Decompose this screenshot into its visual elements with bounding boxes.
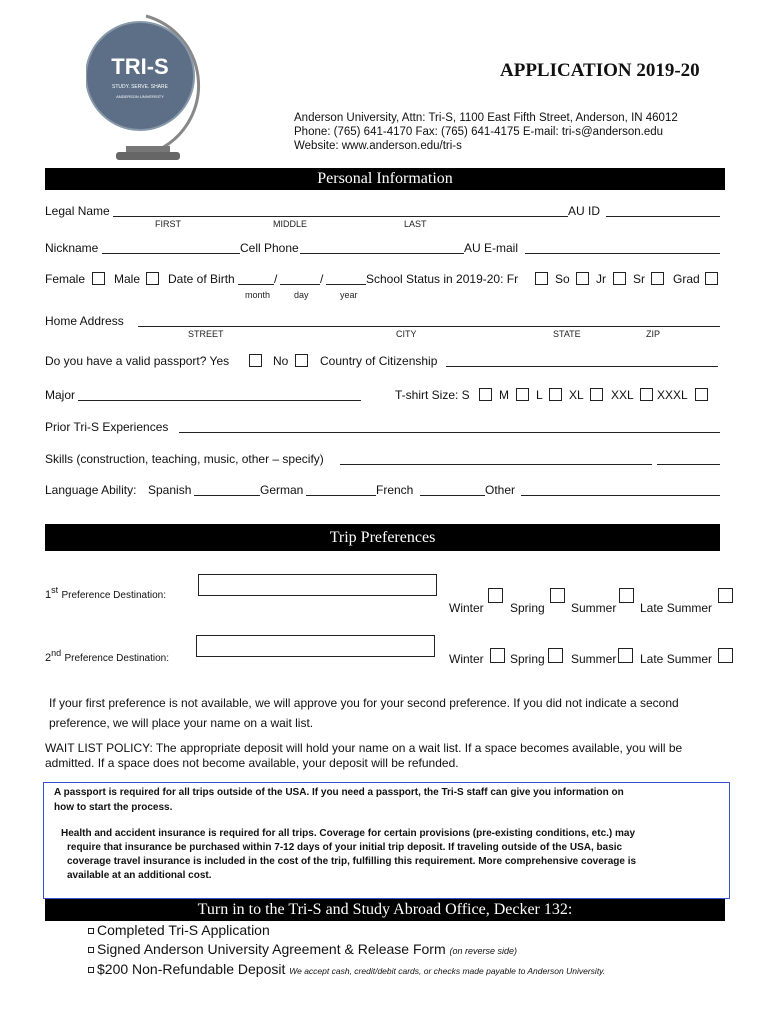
turn-in-item-1-text: Completed Tri-S Application [97,922,270,938]
spanish-label: Spanish [148,483,192,497]
female-label: Female [45,272,86,286]
zip-label: ZIP [646,329,661,339]
legal-name-field[interactable] [113,216,568,217]
citizenship-field[interactable] [446,366,718,367]
fr-checkbox[interactable] [535,272,548,285]
second-spring-checkbox[interactable] [548,648,563,663]
dob-slash-1: / [274,272,278,286]
second-summer-checkbox[interactable] [618,648,633,663]
first-pref-text: Preference Destination: [61,590,166,601]
jr-label: Jr [596,272,606,286]
grad-label: Grad [673,272,700,286]
tshirt-xl-checkbox[interactable] [590,388,603,401]
tshirt-m-label: M [499,388,509,402]
first-pref-sup: st [51,585,59,595]
page-title: APPLICATION 2019-20 [500,60,700,81]
first-pref-label [45,585,166,601]
header-address: Anderson University, Attn: Tri-S, 1100 East Fifth Street, Anderson, IN 46012 [294,112,678,124]
insurance-notice-line3: coverage travel insurance is included in the cost of the trip, fulfilling this requirement. More comprehensive coverage is [67,856,637,867]
au-email-label: AU E-mail [464,241,519,255]
turn-in-item-1 [88,922,270,938]
turn-in-title: Turn in to the Tri-S and Study Abroad Office, Decker 132: [197,901,573,918]
logo [86,12,202,162]
turn-in-item-2-text: Signed Anderson University Agreement & Release Form [97,941,446,957]
preference-info-line1: If your first preference is not available, we will approve you for your second preference. If you did not indicate a second [49,696,679,710]
year-label: year [340,290,358,300]
last-label: LAST [404,219,427,229]
nickname-label: Nickname [45,241,99,255]
first-late-summer-checkbox[interactable] [718,588,733,603]
second-pref-input[interactable] [196,635,435,657]
home-address-label: Home Address [45,314,124,328]
first-pref-num: 1 [45,589,52,601]
passport-notice-line1: A passport is required for all trips outside of the USA. If you need a passport, the Tri-S staff can give you information on [54,787,624,798]
nickname-field[interactable] [102,253,240,254]
au-id-field[interactable] [606,216,720,217]
turn-in-item-2-note: (on reverse side) [449,946,518,956]
header-phone: Phone: (765) 641-4170 Fax: (765) 641-4175 E-mail: tri-s@anderson.edu [294,126,664,138]
tshirt-label: T-shirt Size: S [395,388,470,402]
day-label: day [294,290,309,300]
skills-field-2[interactable] [657,464,720,465]
other-field[interactable] [521,495,720,496]
tshirt-xxl-label: XXL [611,388,634,402]
passport-no-label: No [273,354,289,368]
second-summer-label: Summer [571,652,617,666]
prior-label: Prior Tri-S Experiences [45,420,169,434]
citizenship-label: Country of Citizenship [320,354,438,368]
first-late-summer-label: Late Summer [640,601,713,615]
spanish-field[interactable] [194,495,260,496]
tshirt-l-checkbox[interactable] [549,388,562,401]
second-pref-num: 2 [45,652,52,664]
first-winter-label: Winter [449,601,484,615]
second-late-summer-label: Late Summer [640,652,713,666]
passport-notice-line2: how to start the process. [54,802,173,813]
passport-no-checkbox[interactable] [295,354,308,367]
passport-question: Do you have a valid passport? Yes [45,354,230,368]
preference-info-line2: preference, we will place your name on a wait list. [49,716,314,730]
logo-tagline: STUDY. SERVE. SHARE [112,84,168,90]
jr-checkbox[interactable] [613,272,626,285]
first-pref-input[interactable] [198,574,437,596]
prior-field[interactable] [179,432,720,433]
street-label: STREET [188,329,224,339]
so-checkbox[interactable] [576,272,589,285]
sr-checkbox[interactable] [651,272,664,285]
german-label: German [260,483,304,497]
checkbox-icon [88,967,94,973]
insurance-notice-line2: require that insurance be purchased within 7-12 days of your initial trip deposit. If traveling outside of the USA, basic [67,842,623,853]
cell-phone-field[interactable] [300,253,464,254]
skills-label: Skills (construction, teaching, music, other – specify) [45,452,324,466]
french-field[interactable] [420,495,485,496]
grad-checkbox[interactable] [705,272,718,285]
personal-info-header [45,168,725,190]
male-checkbox[interactable] [146,272,159,285]
turn-in-item-2 [88,941,517,957]
au-email-field[interactable] [525,253,720,254]
checkbox-icon [88,947,94,953]
sr-label: Sr [633,272,645,286]
so-label: So [555,272,570,286]
tshirt-xl-label: XL [569,388,584,402]
logo-org: ANDERSON UNIVERSITY [116,94,164,99]
insurance-notice-line4: available at an additional cost. [67,870,212,881]
tshirt-m-checkbox[interactable] [516,388,529,401]
state-label: STATE [553,329,581,339]
dob-month-field[interactable] [238,284,274,285]
wait-list-line1: WAIT LIST POLICY: The appropriate deposit will hold your name on a wait list. If a space becomes available, you will be [45,741,683,755]
male-label: Male [114,272,141,286]
second-spring-label: Spring [510,652,545,666]
trip-preferences-header [45,524,720,551]
personal-info-title: Personal Information [317,170,453,187]
home-address-field[interactable] [138,326,720,327]
german-field[interactable] [306,495,376,496]
female-checkbox[interactable] [92,272,105,285]
second-late-summer-checkbox[interactable] [718,648,733,663]
tshirt-l-label: L [536,388,543,402]
first-spring-checkbox[interactable] [550,588,565,603]
tshirt-xxl-checkbox[interactable] [640,388,653,401]
major-label: Major [45,388,76,402]
dob-label: Date of Birth [168,272,235,286]
turn-in-item-3 [88,961,605,977]
au-id-label: AU ID [568,204,601,218]
turn-in-item-3-note: We accept cash, credit/debit cards, or checks made payable to Anderson University. [289,966,606,976]
cell-phone-label: Cell Phone [240,241,299,255]
tshirt-xxxl-checkbox[interactable] [695,388,708,401]
second-winter-checkbox[interactable] [490,648,505,663]
second-pref-text: Preference Destination: [64,653,169,664]
tshirt-xxxl-label: XXXL [657,388,688,402]
school-status-label: School Status in 2019-20: Fr [366,272,519,286]
second-pref-label [45,648,169,664]
wait-list-line2: admitted. If a space does not become available, your deposit will be refunded. [45,756,459,770]
first-summer-label: Summer [571,601,617,615]
dob-year-field[interactable] [326,284,366,285]
skills-field[interactable] [340,464,652,465]
turn-in-header [45,899,725,921]
french-label: French [376,483,414,497]
month-label: month [245,290,271,300]
dob-day-field[interactable] [280,284,320,285]
first-winter-checkbox[interactable] [488,588,503,603]
passport-yes-checkbox[interactable] [249,354,262,367]
major-field[interactable] [78,400,361,401]
city-label: CITY [396,329,417,339]
language-label: Language Ability: [45,483,137,497]
header-website: Website: www.anderson.edu/tri-s [294,140,462,152]
trip-preferences-title: Trip Preferences [329,529,436,546]
first-summer-checkbox[interactable] [619,588,634,603]
first-spring-label: Spring [510,601,545,615]
other-label: Other [485,483,516,497]
legal-name-label: Legal Name [45,204,110,218]
first-label: FIRST [155,219,181,229]
checkbox-icon [88,928,94,934]
second-winter-label: Winter [449,652,484,666]
middle-label: MIDDLE [273,219,308,229]
turn-in-item-3-text: $200 Non-Refundable Deposit [97,961,286,977]
tshirt-s-checkbox[interactable] [479,388,492,401]
insurance-notice-line1: Health and accident insurance is required for all trips. Coverage for certain provisions (pre-existing conditions, etc.) may [61,828,636,839]
logo-name: TRI-S [111,54,169,79]
second-pref-sup: nd [51,648,62,658]
dob-slash-2: / [320,272,324,286]
